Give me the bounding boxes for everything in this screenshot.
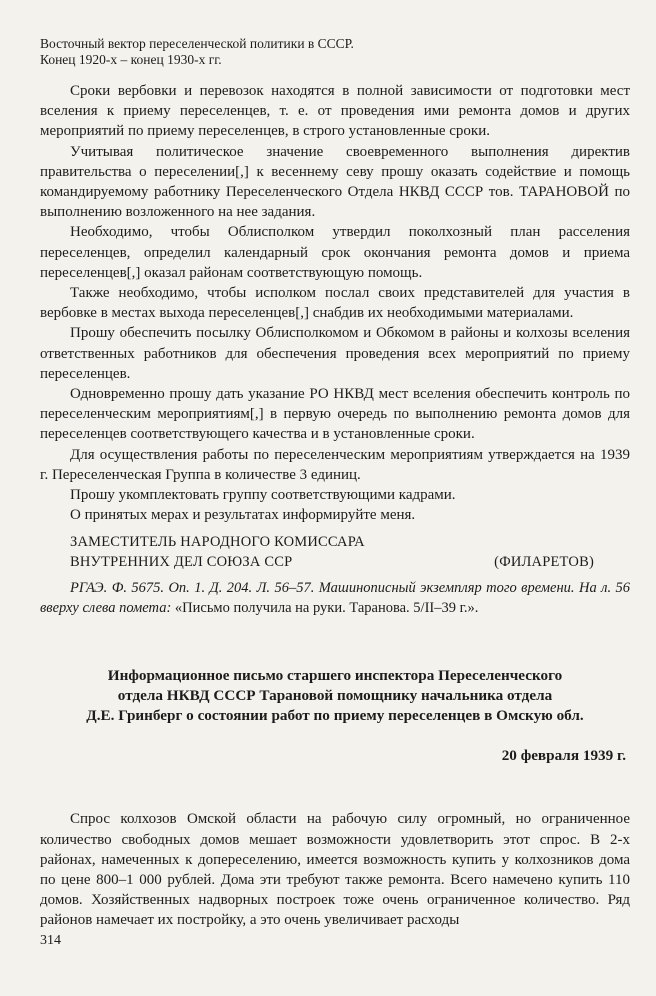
document-title-line: отдела НКВД СССР Тарановой помощнику начальника отдела <box>117 687 553 705</box>
signature-block <box>40 532 630 572</box>
signature-row <box>70 552 630 572</box>
signatory-name: (ФИЛАРЕТОВ) <box>494 554 594 571</box>
archive-note <box>40 578 630 618</box>
paragraph: Одновременно прошу дать указание РО НКВД мест вселения обеспечить контроль по переселенческим мероприятиям[,] в первую очередь по выполнению ремонта домов для переселенцев соответствующего качества и в установленные сроки. <box>40 386 630 443</box>
running-head-line: Конец 1920-х – конец 1930-х гг. <box>40 52 222 67</box>
running-head <box>40 36 630 68</box>
archive-reference: РГАЭ. Ф. 5675. Оп. 1. Д. 204. Л. 56–57. Машинописный экземпляр того времени. На л. 56 вверху слева помета: <box>40 580 630 617</box>
second-letter-body <box>40 809 630 930</box>
letter-body <box>40 81 630 525</box>
document-title-line: Д.Е. Гринберг о состоянии работ по приему переселенцев в Омскую обл. <box>86 707 584 725</box>
signature-title-line: ВНУТРЕННИХ ДЕЛ СОЮЗА ССР <box>70 554 293 571</box>
paragraph: Также необходимо, чтобы исполком послал своих представителей для участия в вербовке в местах выхода переселенцев[,] снабдив их необходимыми материалами. <box>40 285 630 322</box>
document-date: 20 февраля 1939 г. <box>501 747 626 765</box>
paragraph: Учитывая политическое значение своевременного выполнения директив правительства о переселении[,] к весеннему севу прошу оказать содействие и помощь командируемому работнику Переселенческого Отдела НКВД СССР тов. ТАРАНОВОЙ по выполнению возложенного на нее задания. <box>40 143 630 221</box>
paragraph: Прошу обеспечить посылку Облисполкомом и Обкомом в районы и колхозы вселения ответственных работников для обеспечения проведения всех мероприятий по приему переселенцев. <box>40 325 630 382</box>
signature-title-line: ЗАМЕСТИТЕЛЬ НАРОДНОГО КОМИССАРА <box>70 534 365 551</box>
paragraph: О принятых мерах и результатах информируйте меня. <box>70 507 416 524</box>
paragraph: Для осуществления работы по переселенческим мероприятиям утверждается на 1939 г. Переселенческая Группа в количестве 3 единиц. <box>40 446 630 483</box>
document-title-line: Информационное письмо старшего инспектора Переселенческого <box>107 667 563 685</box>
paragraph: Прошу укомплектовать группу соответствующими кадрами. <box>70 487 456 504</box>
running-head-line: Восточный вектор переселенческой политики в СССР. <box>40 36 354 51</box>
paragraph: Спрос колхозов Омской области на рабочую силу огромный, но ограниченное количество свободных домов мешает возможности удовлетворить этот спрос. В 2-х районах, намеченных к допереселению, имеется возможность купить у колхозников дома по цене 800–1 000 рублей. Дома эти требуют также ремонта. Всего намечено купить 110 домов. Хозяйственных надворных построек тоже очень ограниченное количество. Ряд районов намечает их постройку, а это очень увеличивает расходы <box>40 811 630 929</box>
paragraph: Необходимо, чтобы Облисполком утвердил поколхозный план расселения переселенцев, определил календарный срок окончания ремонта домов и приема переселенцев[,] оказал районам соответствующую помощь. <box>40 224 630 281</box>
paragraph: Сроки вербовки и перевозок находятся в полной зависимости от подготовки мест вселения к приему переселенцев, т. е. от проведения ими ремонта домов и других мероприятий по приему переселенцев, в строго установленные сроки. <box>40 83 630 140</box>
archive-annotation: «Письмо получила на руки. Таранова. 5/II–39 г.». <box>174 600 479 617</box>
page-number: 314 <box>40 932 61 948</box>
document-title <box>40 666 630 726</box>
